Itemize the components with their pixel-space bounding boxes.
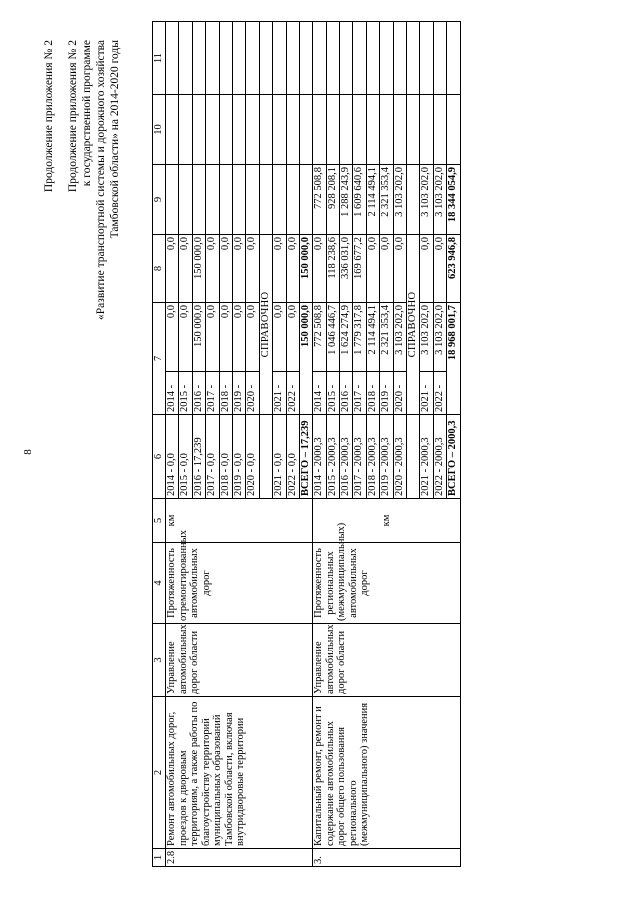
col11-cell [326,22,339,95]
header-line: «Развитие транспортной системы и дорожного хозяйства [95,40,107,320]
total-funding-cell: 0,0 [232,303,245,372]
target-value-cell: 2014 - 0,0 [166,415,179,499]
federal-funding-cell: 0,0 [219,235,232,303]
year-cell: 2020 - [246,372,259,415]
col11-cell [420,22,433,95]
col-header: 6 [153,415,166,499]
total-funding-cell: 150 000,0 [192,303,205,372]
regional-funding-cell [273,165,286,235]
federal-funding-cell: 0,0 [166,235,179,303]
row-2-8-unit: км [166,499,313,543]
total-funding-cell: 3 103 202,0 [393,303,406,372]
col11-cell [353,22,366,95]
column-header-row [153,22,166,867]
year-cell: 2014 - [166,372,179,415]
col11-cell [366,22,379,95]
col11-cell [299,22,312,95]
regional-funding-cell: 1 288 243,9 [340,165,353,235]
program-table [152,21,461,867]
federal-funding-cell: 169 677,2 [353,235,366,303]
col11-cell [246,22,259,95]
reference-label: СПРАВОЧНО [407,235,420,415]
target-value-cell: 2019 - 2000,3 [380,415,393,499]
row-2-8-executor: Управление автомобильных дорог области [166,624,313,697]
col10-cell [313,95,326,165]
total-funding-cell: 2 321 353,4 [380,303,393,372]
total-funding-cell: 0,0 [246,303,259,372]
total-funding-cell: 0,0 [219,303,232,372]
col-header: 5 [153,499,166,543]
col11-cell [166,22,179,95]
empty-cell [407,415,420,499]
year-cell: 2017 - [206,372,219,415]
col11-cell [206,22,219,95]
total-funding-cell: 0,0 [206,303,219,372]
regional-funding-cell: 928 208,1 [326,165,339,235]
col-header: 7 [153,303,166,415]
row-2-8-year-row [166,22,179,867]
page-number: 8 [22,449,34,455]
regional-funding-cell [179,165,192,235]
row-3-event-name: Капитальный ремонт, ремонт и содержание автомобильных дорог общего пользования регионального (межмуниципального) значения [313,697,460,849]
col10-cell [353,95,366,165]
col11-cell [219,22,232,95]
target-value-cell: 2017 - 0,0 [206,415,219,499]
total-target-cell: ВСЕГО – 2000,3 [447,415,460,499]
target-value-cell: 2018 - 2000,3 [366,415,379,499]
col11-cell [232,22,245,95]
col10-cell [340,95,353,165]
regional-funding-cell: 3 103 202,0 [420,165,433,235]
year-cell: 2018 - [219,372,232,415]
federal-funding-cell: 0,0 [380,235,393,303]
target-value-cell: 2014 - 2000,3 [313,415,326,499]
year-cell: 2018 - [366,372,379,415]
year-cell: 2021 - [273,372,286,415]
row-3-year-row [313,22,326,867]
empty-cell [259,415,272,499]
col11-cell [340,22,353,95]
header-line: Тамбовской области» на 2014-2020 годы [109,40,121,239]
target-value-cell: 2018 - 0,0 [219,415,232,499]
empty-cell [259,95,272,165]
col-header: 2 [153,697,166,849]
col11-cell [313,22,326,95]
empty-cell [407,95,420,165]
regional-funding-cell [166,165,179,235]
col11-cell [433,22,446,95]
year-cell: 2016 - [192,372,205,415]
target-value-cell: 2021 - 2000,3 [420,415,433,499]
federal-funding-cell: 150 000,0 [192,235,205,303]
col10-cell [166,95,179,165]
col11-cell [447,22,460,95]
target-value-cell: 2022 - 2000,3 [433,415,446,499]
col11-cell [179,22,192,95]
target-value-cell: 2022 - 0,0 [286,415,299,499]
continuation-title: Продолжение приложения № 2 [43,40,55,193]
year-cell: 2019 - [380,372,393,415]
row-2-8-event-name: Ремонт автомобильных дорог, проездов к дворовым территориям, а также работы по благоустройству территорий муниципальных образований Тамбовской области, включая внутридворовые территории [166,697,313,849]
year-cell: 2019 - [232,372,245,415]
total-funding-cell: 1 046 446,7 [326,303,339,372]
target-value-cell: 2021 - 0,0 [273,415,286,499]
col11-cell [380,22,393,95]
empty-cell [407,22,420,95]
col10-cell [393,95,406,165]
federal-funding-cell: 0,0 [366,235,379,303]
year-cell: 2017 - [353,372,366,415]
target-value-cell: 2015 - 0,0 [179,415,192,499]
year-cell: 2022 - [286,372,299,415]
year-cell: 2020 - [393,372,406,415]
col10-cell [192,95,205,165]
federal-funding-cell: 0,0 [246,235,259,303]
regional-funding-cell: 772 508,8 [313,165,326,235]
total-funding-cell: 0,0 [179,303,192,372]
year-cell: 2015 - [179,372,192,415]
federal-funding-cell: 0,0 [206,235,219,303]
federal-funding-cell: 0,0 [393,235,406,303]
total-funding-cell: 772 508,8 [313,303,326,372]
year-cell: 2022 - [433,372,446,415]
federal-funding-cell: 0,0 [273,235,286,303]
header-line: Продолжение приложения № 2 [67,40,79,193]
empty-cell [407,165,420,235]
regional-funding-cell [219,165,232,235]
regional-funding-cell [246,165,259,235]
total-funding-cell: 0,0 [273,303,286,372]
total-funding-cell: 3 103 202,0 [420,303,433,372]
federal-funding-cell: 0,0 [286,235,299,303]
target-value-cell: 2017 - 2000,3 [353,415,366,499]
total-funding-cell: 1 624 274,9 [340,303,353,372]
regional-funding-cell: 3 103 202,0 [433,165,446,235]
col10-cell [273,95,286,165]
federal-funding-cell: 0,0 [420,235,433,303]
regional-funding-cell: 1 609 640,6 [353,165,366,235]
row-3-number: 3. [313,849,460,867]
row-2-8-indicator: Протяженность отремонтированных автомобильных дорог [166,543,313,624]
col10-cell [366,95,379,165]
target-value-cell: 2016 - 17,239 [192,415,205,499]
empty-cell [259,165,272,235]
col-header: 8 [153,235,166,303]
target-value-cell: 2020 - 2000,3 [393,415,406,499]
col10-cell [206,95,219,165]
col-header: 1 [153,849,166,867]
regional-funding-cell [286,165,299,235]
total-funding-cell: 2 114 494,1 [366,303,379,372]
col10-cell [219,95,232,165]
col11-cell [273,22,286,95]
col10-cell [380,95,393,165]
federal-funding-cell: 0,0 [232,235,245,303]
col11-cell [192,22,205,95]
col-header: 4 [153,543,166,624]
federal-funding-cell: 0,0 [179,235,192,303]
col10-cell [179,95,192,165]
col10-cell [246,95,259,165]
total-target-cell: ВСЕГО – 17,239 [299,415,312,499]
regional-funding-cell: 3 103 202,0 [393,165,406,235]
regional-funding-cell: 2 114 494,1 [366,165,379,235]
target-value-cell: 2019 - 0,0 [232,415,245,499]
col10-cell [299,95,312,165]
regional-funding-cell: 2 321 353,4 [380,165,393,235]
total-federal-cell: 150 000,0 [299,235,312,303]
row-3-indicator: Протяженность региональных (межмуниципальных) автомобильных дорог [313,543,460,624]
target-value-cell: 2015 - 2000,3 [326,415,339,499]
total-regional-cell [299,165,312,235]
regional-funding-cell [232,165,245,235]
reference-label: СПРАВОЧНО [259,235,272,415]
total-funding-cell: 150 000,0 [299,303,312,415]
federal-funding-cell: 0,0 [313,235,326,303]
total-funding-cell: 3 103 202,0 [433,303,446,372]
total-regional-cell: 18 344 054,9 [447,165,460,235]
year-cell: 2015 - [326,372,339,415]
year-cell: 2021 - [420,372,433,415]
col10-cell [232,95,245,165]
appendix-header [66,40,122,425]
federal-funding-cell: 118 238,6 [326,235,339,303]
col-header: 9 [153,165,166,235]
col-header: 11 [153,22,166,95]
header-line: к государственной программе [81,40,93,187]
target-value-cell: 2016 - 2000,3 [340,415,353,499]
year-cell: 2014 - [313,372,326,415]
col10-cell [447,95,460,165]
row-3-unit: км [313,499,460,543]
regional-funding-cell [192,165,205,235]
col10-cell [326,95,339,165]
col11-cell [286,22,299,95]
col11-cell [393,22,406,95]
total-funding-cell: 1 779 317,8 [353,303,366,372]
row-3-executor: Управление автомобильных дорог области [313,624,460,697]
total-funding-cell: 0,0 [286,303,299,372]
year-cell: 2016 - [340,372,353,415]
col10-cell [286,95,299,165]
col10-cell [433,95,446,165]
target-value-cell: 2020 - 0,0 [246,415,259,499]
federal-funding-cell: 0,0 [433,235,446,303]
col-header: 10 [153,95,166,165]
empty-cell [259,22,272,95]
federal-funding-cell: 336 031,0 [340,235,353,303]
regional-funding-cell [206,165,219,235]
col10-cell [420,95,433,165]
row-2-8-number: 2.8 [166,849,313,867]
total-funding-cell: 0,0 [166,303,179,372]
total-federal-cell: 623 946,8 [447,235,460,303]
total-funding-cell: 18 968 001,7 [447,303,460,415]
col-header: 3 [153,624,166,697]
